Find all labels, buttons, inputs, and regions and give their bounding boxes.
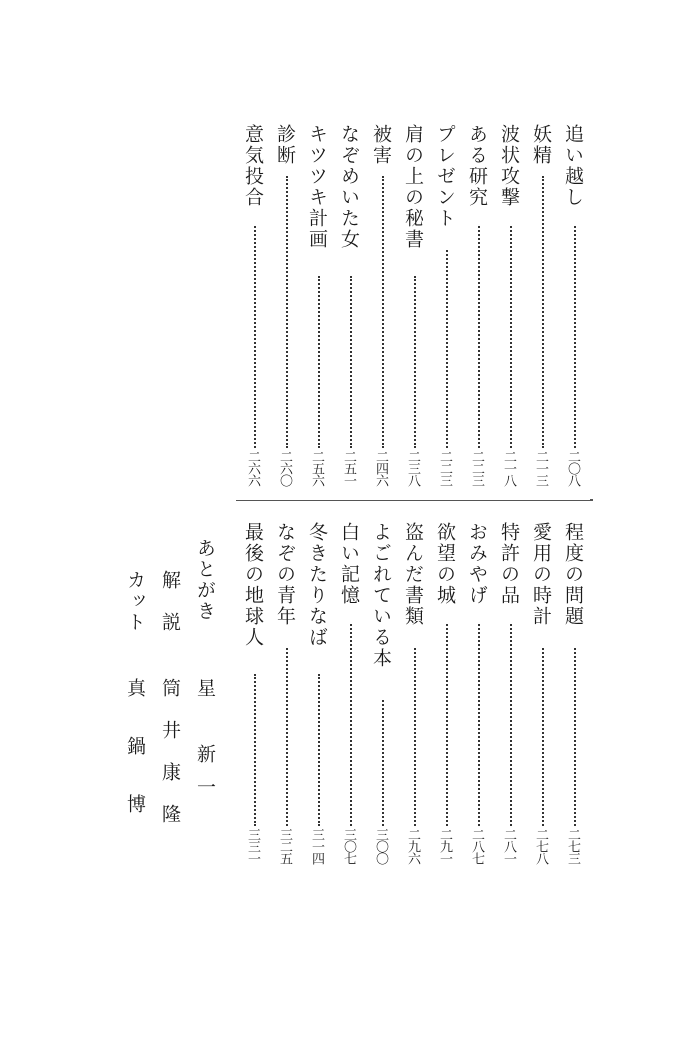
- toc-entry-page: 三〇七: [341, 828, 356, 864]
- toc-entry-page: 二三八: [405, 450, 420, 486]
- toc-entry-page: 二二三: [469, 450, 484, 486]
- toc-entry-title: 追い越し: [562, 124, 584, 208]
- toc-entry-title: 最後の地球人: [242, 522, 264, 648]
- section-divider: [236, 500, 590, 501]
- toc-entry-page: 二六〇: [277, 450, 292, 486]
- leader-dots: [446, 250, 448, 448]
- credit-role: カット: [124, 570, 146, 633]
- leader-dots: [574, 226, 576, 448]
- toc-entry-title: なぞの青年: [274, 522, 296, 627]
- toc-entry-title: よごれている本: [370, 522, 392, 669]
- toc-entry-title: 被害: [370, 124, 392, 166]
- toc-entry-title: ある研究: [466, 124, 488, 208]
- toc-entry-page: 二七三: [565, 828, 580, 864]
- leader-dots: [574, 648, 576, 826]
- toc-entry-page: 二〇八: [565, 450, 580, 486]
- toc-entry-page: 三三一: [245, 828, 260, 864]
- toc-entry-page: 二一八: [501, 450, 516, 486]
- leader-dots: [382, 176, 384, 448]
- leader-dots: [254, 226, 256, 448]
- toc-entry-title: キツツキ計画: [306, 124, 328, 250]
- leader-dots: [414, 648, 416, 826]
- toc-entry-page: 三〇〇: [373, 828, 388, 864]
- toc-entry-page: 二五六: [309, 450, 324, 486]
- toc-entry-page: 二一三: [533, 450, 548, 486]
- toc-entry-page: 二二三: [437, 450, 452, 486]
- toc-entry-title: 白い記憶: [338, 522, 360, 606]
- toc-entry-title: なぞめいた女: [338, 124, 360, 250]
- leader-dots: [318, 674, 320, 826]
- toc-entry-page: 二五一: [341, 450, 356, 486]
- toc-entry-title: 特許の品: [498, 522, 520, 606]
- leader-dots: [478, 624, 480, 826]
- toc-entry-title: 欲望の城: [434, 522, 456, 606]
- leader-dots: [350, 624, 352, 826]
- toc-entry-page: 二九六: [405, 828, 420, 864]
- toc-entry-title: 盗んだ書類: [402, 522, 424, 627]
- toc-entry-title: 診断: [274, 124, 296, 166]
- leader-dots: [446, 624, 448, 826]
- leader-dots: [382, 700, 384, 826]
- toc-entry-page: 三一四: [309, 828, 324, 864]
- leader-dots: [414, 276, 416, 448]
- toc-entry-title: 妖精: [530, 124, 552, 166]
- toc-entry-page: 二九一: [437, 828, 452, 864]
- toc-entry-title: 愛用の時計: [530, 522, 552, 627]
- leader-dots: [254, 674, 256, 826]
- leader-dots: [510, 226, 512, 448]
- leader-dots: [542, 176, 544, 448]
- leader-dots: [350, 276, 352, 448]
- toc-entry-title: プレゼント: [434, 124, 456, 229]
- leader-dots: [318, 276, 320, 448]
- leader-dots: [286, 176, 288, 448]
- toc-entry-title: 冬きたりなば: [306, 522, 328, 648]
- toc-entry-title: 肩の上の秘書: [402, 124, 424, 250]
- toc-entry-title: 程度の問題: [562, 522, 584, 627]
- credit-name: 星 新一: [194, 678, 216, 810]
- credit-name: 真 鍋 博: [124, 678, 146, 823]
- toc-entry-page: 三二五: [277, 828, 292, 864]
- credit-role: あとがき: [194, 538, 216, 622]
- credit-name: 筒 井 康 隆: [159, 678, 181, 825]
- toc-entry-title: 意気投合: [242, 124, 264, 208]
- toc-entry-title: おみやげ: [466, 522, 488, 606]
- credit-role: 解 説: [159, 570, 181, 633]
- toc-entry-title: 波状攻撃: [498, 124, 520, 208]
- toc-entry-page: 二六六: [245, 450, 260, 486]
- toc-entry-page: 二八一: [501, 828, 516, 864]
- toc-entry-page: 二八七: [469, 828, 484, 864]
- toc-entry-page: 二四六: [373, 450, 388, 486]
- leader-dots: [542, 648, 544, 826]
- toc-entry-page: 二七八: [533, 828, 548, 864]
- divider-tick: [590, 499, 593, 501]
- leader-dots: [478, 226, 480, 448]
- leader-dots: [510, 624, 512, 826]
- leader-dots: [286, 648, 288, 826]
